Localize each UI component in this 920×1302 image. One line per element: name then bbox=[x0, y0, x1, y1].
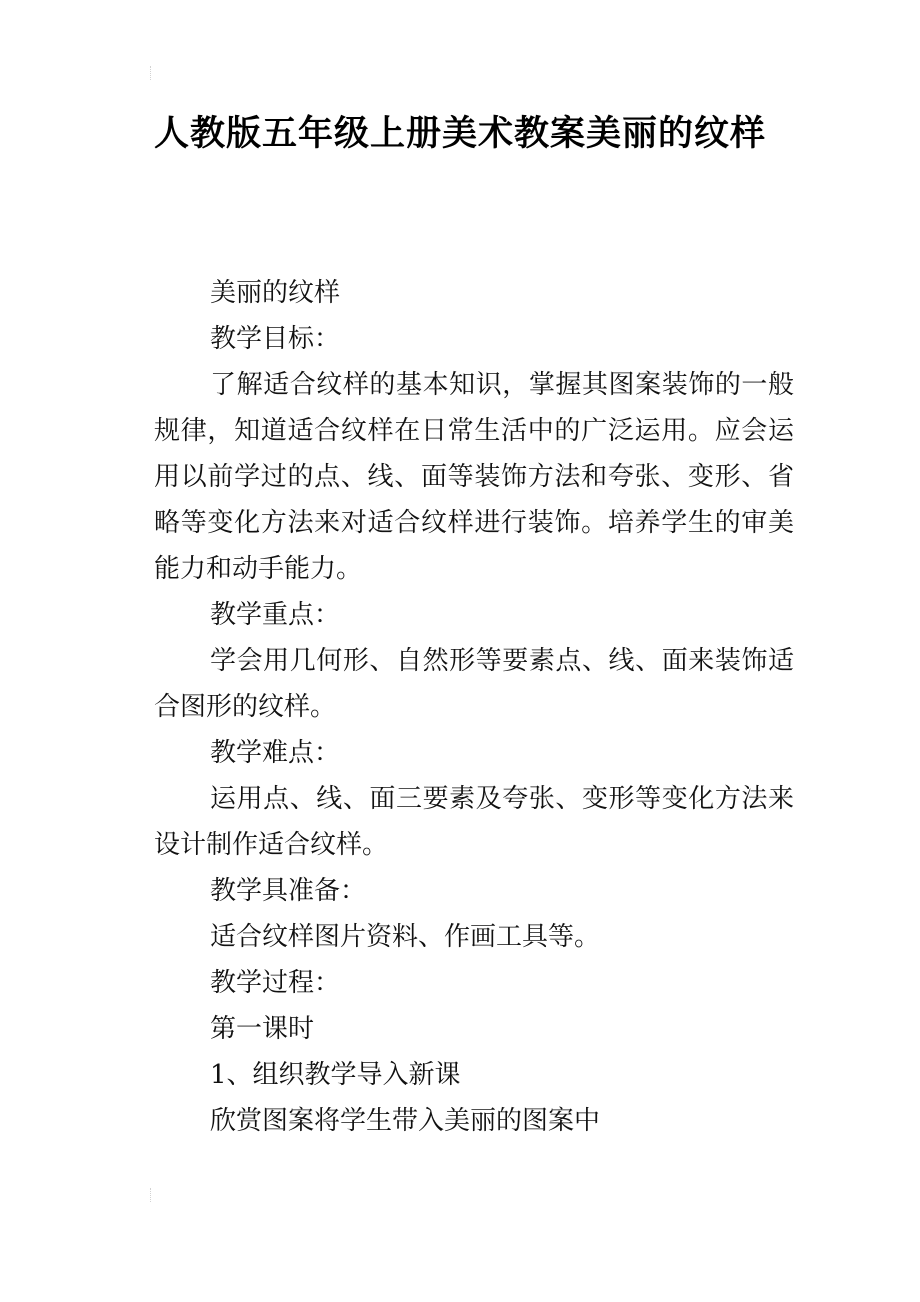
paragraph-subtitle: 美丽的纹样 bbox=[210, 278, 341, 308]
paragraph-objectives: 了解适合纹样的基本知识，掌握其图案装饰的一般规律，知道适合纹样在日常生活中的广泛运用。应会运用以前学过的点、线、面等装饰方法和夸张、变形、省略等变化方法来对适合纹样进行装饰。培养学生的审美能力和动手能力。 bbox=[154, 370, 794, 584]
heading-key-points: 教学重点： bbox=[210, 600, 341, 630]
heading-difficulties: 教学难点： bbox=[210, 738, 341, 768]
heading-materials: 教学具准备： bbox=[210, 876, 367, 906]
paragraph-lesson-one: 第一课时 bbox=[210, 1014, 315, 1044]
heading-process: 教学过程： bbox=[210, 968, 341, 998]
document-title: 人教版五年级上册美术教案美丽的纹样 bbox=[153, 114, 766, 154]
corner-mark-bottom bbox=[150, 1188, 161, 1202]
corner-mark-top bbox=[150, 66, 161, 80]
paragraph-difficulties: 运用点、线、面三要素及夸张、变形等变化方法来设计制作适合纹样。 bbox=[154, 784, 794, 860]
paragraph-step-one-detail: 欣赏图案将学生带入美丽的图案中 bbox=[210, 1106, 601, 1136]
document-body bbox=[154, 270, 794, 1144]
paragraph-step-one: 1、组织教学导入新课 bbox=[210, 1060, 461, 1090]
paragraph-key-points: 学会用几何形、自然形等要素点、线、面来装饰适合图形的纹样。 bbox=[154, 646, 794, 722]
heading-objectives: 教学目标： bbox=[210, 324, 341, 354]
paragraph-materials: 适合纹样图片资料、作画工具等。 bbox=[210, 922, 601, 952]
